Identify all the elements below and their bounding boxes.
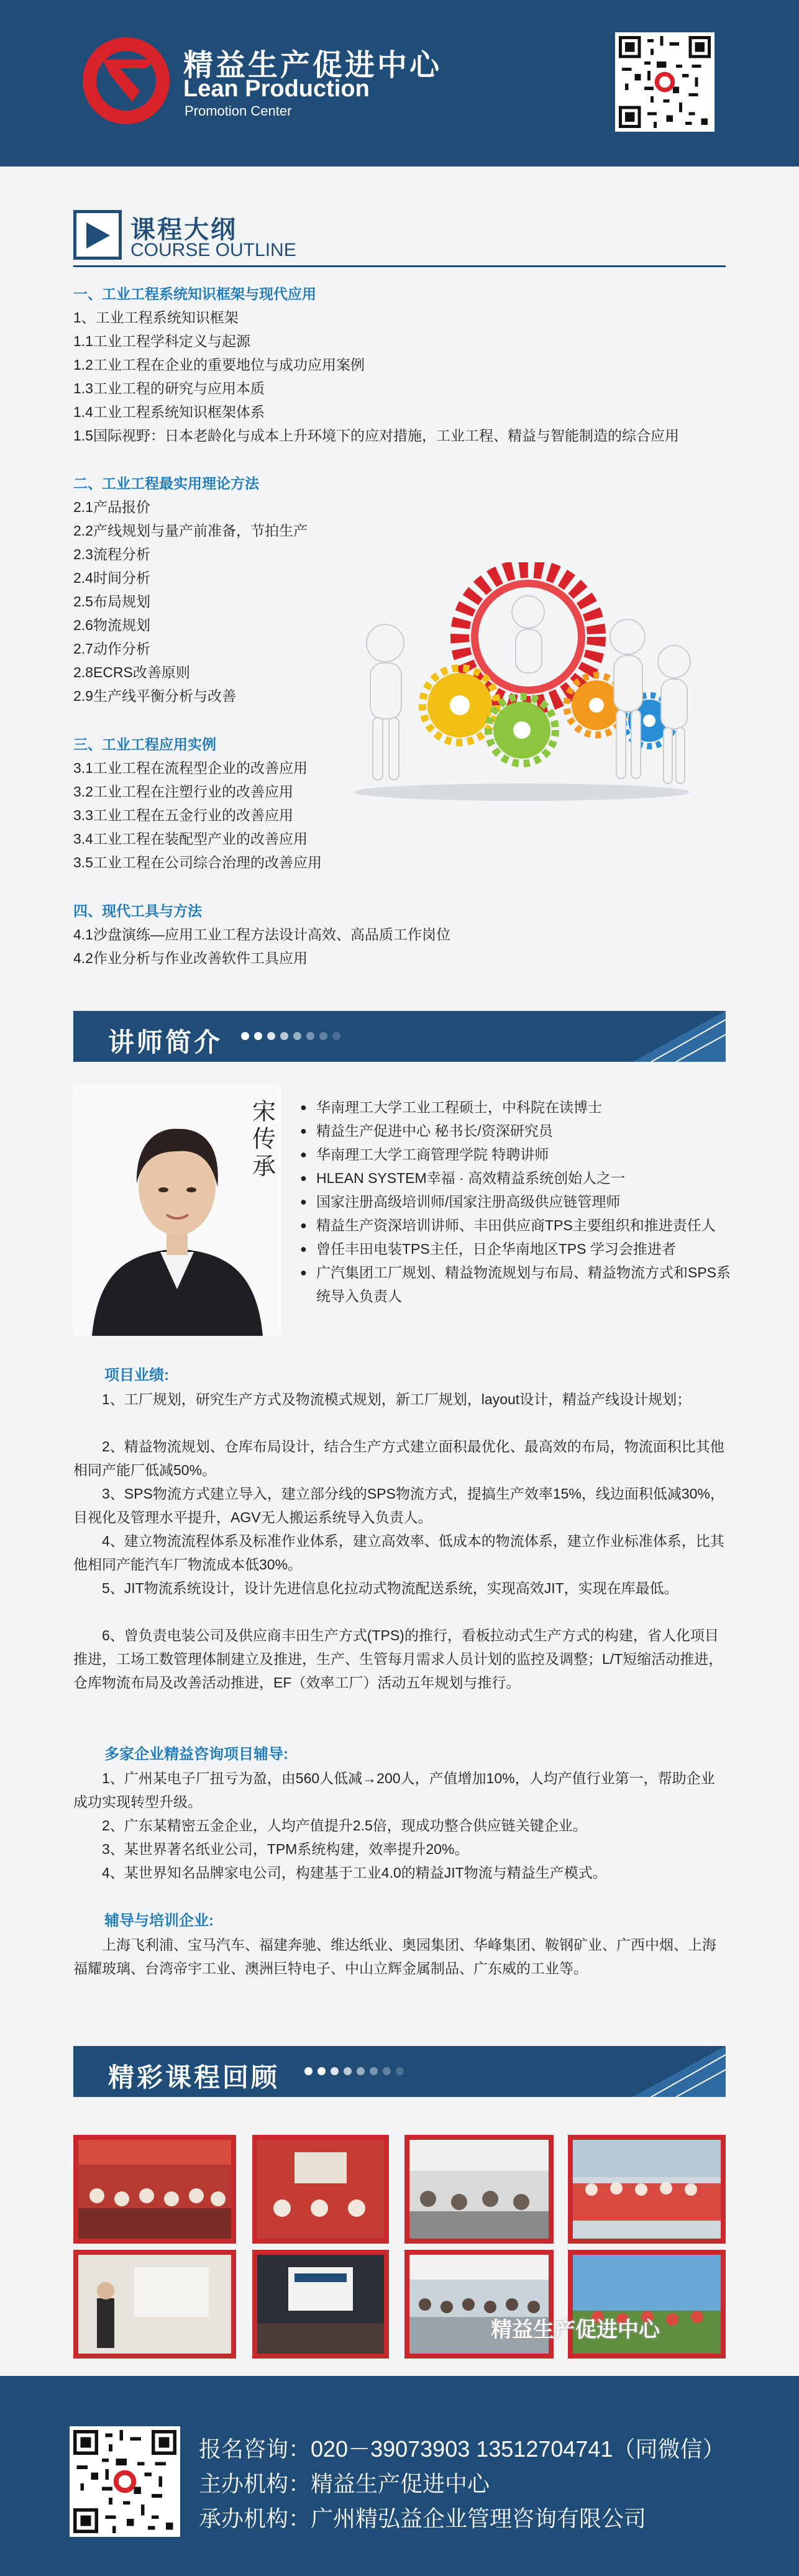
outline-section-title: 二、工业工程最实用理论方法 bbox=[73, 475, 259, 491]
outline-line: 3.1工业工程在流程型企业的改善应用 bbox=[73, 760, 308, 776]
outline-line: 1.3工业工程的研究与应用本质 bbox=[73, 380, 265, 396]
achievement-item: 2、精益物流规划、仓库布局设计，结合生产方式建立面积最优化、最高效的布局，物流面积比其他相同产能厂低减50%。 bbox=[73, 1438, 724, 1478]
outline-line: 1.4工业工程系统知识框架体系 bbox=[73, 404, 265, 420]
outline-line: 2.2产线规划与量产前准备，节拍生产 bbox=[73, 523, 308, 539]
outline-line: 2.7动作分析 bbox=[73, 641, 150, 657]
achievement-item: 4、建立物流流程体系及标准作业体系，建立高效率、低成本的物流体系，建立作业标准体系，比其他相同产能汽车厂物流成本低30%。 bbox=[73, 1533, 724, 1573]
contact-phone: 报名咨询：020－39073903 13512704741（同微信） bbox=[199, 2436, 725, 2462]
course-outline-heading bbox=[73, 210, 726, 267]
course-photo bbox=[73, 2135, 236, 2244]
outline-line: 3.3工业工程在五金行业的改善应用 bbox=[73, 807, 293, 823]
clients-list: 上海飞利浦、宝马汽车、福建奔驰、维达纸业、奥园集团、华峰集团、鞍钢矿业、广西中烟、上海福耀玻璃、台湾帝宇工业、澳洲巨特电子、中山立辉金属制品、广东威的工业等。 bbox=[73, 1937, 716, 1976]
consulting-item: 4、某世界知名品牌家电公司，构建基于工业4.0的精益JIT物流与精益生产模式。 bbox=[102, 1865, 607, 1881]
achievement-item: 3、SPS物流方式建立导入，建立部分线的SPS物流方式，提搞生产效率15%，线边面积低减30%，目视化及管理水平提升，AGV无人搬运系统导入负责人。 bbox=[73, 1486, 724, 1525]
outline-line: 2.8ECRS改善原则 bbox=[73, 664, 190, 680]
credential-item: ● 精益生产资深培训讲师、丰田供应商TPS主要组织和推进责任人 bbox=[300, 1213, 735, 1237]
outline-line: 3.5工业工程在公司综合治理的改善应用 bbox=[73, 854, 322, 870]
decorative-dots bbox=[241, 1032, 345, 1043]
watermark-text: 精益生产促进中心 bbox=[491, 2318, 660, 2342]
credential-item: ● 曾任丰田电装TPS主任，日企华南地区TPS 学习会推进者 bbox=[300, 1237, 735, 1261]
brand-name-en: Lean Production bbox=[183, 76, 370, 102]
gallery-banner-title: 精彩课程回顾 bbox=[108, 2063, 280, 2092]
outline-line: 2.6物流规划 bbox=[73, 617, 150, 633]
course-photo bbox=[252, 2135, 389, 2244]
outline-line: 2.4时间分析 bbox=[73, 570, 150, 586]
credential-item: ● 广汽集团工厂规划、精益物流规划与布局、精益物流方式和SPS系统导入负责人 bbox=[300, 1261, 735, 1308]
outline-section-title: 四、现代工具与方法 bbox=[73, 903, 202, 919]
lecturer-credentials bbox=[300, 1095, 735, 1308]
outline-line: 3.2工业工程在注塑行业的改善应用 bbox=[73, 783, 293, 800]
lecturer-banner-title: 讲师简介 bbox=[108, 1028, 223, 1057]
achievement-item: 1、工厂规划，研究生产方式及物流模式规划，新工厂规划，layout设计，精益产线设计规划； bbox=[102, 1391, 692, 1407]
credential-item: ● 华南理工大学工业工程硕士，中科院在读博士 bbox=[300, 1095, 735, 1119]
course-photo bbox=[404, 2135, 554, 2244]
credential-item: ● 华南理工大学工商管理学院 特聘讲师 bbox=[300, 1143, 735, 1166]
achievement-item: 5、JIT物流系统设计，设计先进信息化拉动式物流配送系统，实现高效JIT，实现在库最低。 bbox=[102, 1580, 678, 1596]
clients-title: 辅导与培训企业: bbox=[104, 1912, 214, 1929]
course-photo bbox=[568, 2135, 726, 2244]
credential-item: ● 国家注册高级培训师/国家注册高级供应链管理师 bbox=[300, 1190, 735, 1213]
outline-line: 2.1产品报价 bbox=[73, 499, 150, 515]
credential-item: ● HLEAN SYSTEM幸福 · 高效精益系统创始人之一 bbox=[300, 1166, 735, 1190]
play-icon bbox=[73, 210, 122, 260]
consulting-item: 1、广州某电子厂扭亏为盈，由560人低减→200人，产值增加10%，人均产值行业第一，帮助企业成功实现转型升级。 bbox=[73, 1770, 715, 1810]
consulting-title: 多家企业精益咨询项目辅导: bbox=[104, 1746, 288, 1763]
gears-teamwork-illustration bbox=[336, 562, 696, 805]
outline-section-title: 三、工业工程应用实例 bbox=[73, 736, 216, 752]
qr-code-icon bbox=[70, 2426, 180, 2537]
undertaker: 承办机构：广州精弘益企业管理咨询有限公司 bbox=[199, 2506, 647, 2531]
consulting-item: 3、某世界著名纸业公司，TPM系统构建，效率提升20%。 bbox=[102, 1841, 469, 1857]
consulting-item: 2、广东某精密五金企业，人均产值提升2.5倍，现成功整合供应链关键企业。 bbox=[102, 1817, 587, 1834]
qr-code-icon bbox=[615, 32, 715, 132]
outline-line: 1、工业工程系统知识框架 bbox=[73, 309, 239, 326]
brand-name-cn: 精益生产促进中心 bbox=[183, 49, 442, 82]
outline-line: 3.4工业工程在装配型产业的改善应用 bbox=[73, 831, 308, 847]
course-photo bbox=[73, 2250, 236, 2359]
outline-line: 1.5国际视野：日本老龄化与成本上升环境下的应对措施，工业工程、精益与智能制造的综合应用 bbox=[73, 427, 679, 444]
lecturer-name: 宋传承 bbox=[252, 1099, 276, 1180]
outline-section-title: 一、工业工程系统知识框架与现代应用 bbox=[73, 286, 316, 302]
outline-title-en: COURSE OUTLINE bbox=[130, 240, 296, 260]
lecturer-banner bbox=[73, 1011, 726, 1062]
brand-name-en-sub: Promotion Center bbox=[185, 103, 292, 119]
outline-line: 2.5布局规划 bbox=[73, 593, 150, 610]
header-banner bbox=[0, 0, 799, 167]
outline-line: 1.2工业工程在企业的重要地位与成功应用案例 bbox=[73, 357, 365, 373]
outline-title-cn: 课程大纲 bbox=[130, 216, 237, 244]
outline-line: 2.9生产线平衡分析与改善 bbox=[73, 688, 236, 704]
achievement-item: 6、曾负责电装公司及供应商丰田生产方式(TPS)的推行，看板拉动式生产方式的构建，省人化项目推进，工场工数管理体制建立及推进，生产、生管每月需求人员计划的监控及调整；L/T短缩活动推进，仓库物流布局及改善活动推进，EF（效率工厂）活动五年规划与推行。 bbox=[73, 1627, 723, 1691]
banner-corner-decoration bbox=[632, 1011, 726, 1062]
decorative-dots bbox=[304, 2067, 409, 2078]
course-photo bbox=[252, 2250, 389, 2359]
banner-corner-decoration bbox=[632, 2046, 726, 2097]
outline-line: 4.2作业分析与作业改善软件工具应用 bbox=[73, 950, 308, 966]
outline-line: 4.1沙盘演练—应用工业工程方法设计高效、高品质工作岗位 bbox=[73, 926, 450, 943]
logo-icon bbox=[103, 60, 155, 102]
outline-line: 2.3流程分析 bbox=[73, 546, 150, 562]
credential-item: ● 精益生产促进中心 秘书长/资深研究员 bbox=[300, 1119, 735, 1143]
outline-line: 1.1工业工程学科定义与起源 bbox=[73, 333, 250, 349]
gallery-banner bbox=[73, 2046, 726, 2097]
achievements-title: 项目业绩: bbox=[104, 1367, 169, 1384]
organizer: 主办机构：精益生产促进中心 bbox=[199, 2471, 490, 2496]
